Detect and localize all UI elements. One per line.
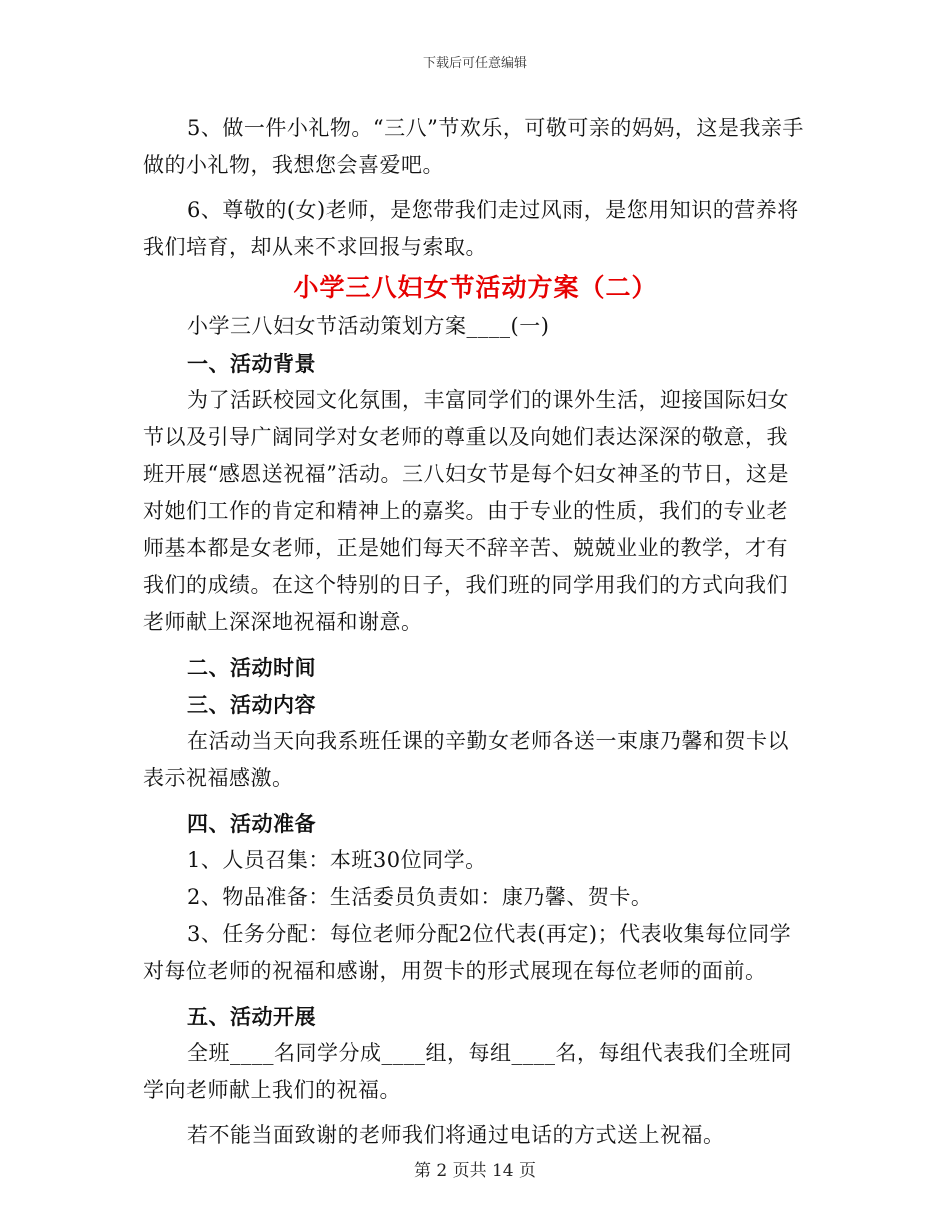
- paragraph-prep-3: 3、任务分配：每位老师分配2位代表(再定)；代表收集每位同学对每位老师的祝福和感谢，用贺卡的形式展现在每位老师的面前。: [143, 922, 792, 983]
- heading-preparation: 四、活动准备: [187, 811, 316, 836]
- heading-execution: 五、活动开展: [187, 1004, 316, 1029]
- paragraph-content: 在活动当天向我系班任课的辛勤女老师各送一束康乃馨和贺卡以表示祝福感激。: [143, 729, 789, 790]
- heading-background: 一、活动背景: [187, 351, 316, 376]
- paragraph-prep-2: 2、物品准备：生活委员负责如：康乃馨、贺卡。: [187, 885, 653, 909]
- paragraph-item-5: 5、做一件小礼物。“三八”节欢乐，可敬可亲的妈妈，这是我亲手做的小礼物，我想您会喜爱吧。: [143, 116, 804, 177]
- page-footer-number: 第 2 页共 14 页: [413, 1161, 537, 1181]
- heading-time: 二、活动时间: [187, 655, 316, 680]
- heading-content: 三、活动内容: [187, 692, 316, 717]
- paragraph-exec-2: 若不能当面致谢的老师我们将通过电话的方式送上祝福。: [187, 1123, 725, 1147]
- document-body: [143, 110, 808, 1154]
- paragraph-background: 为了活跃校园文化氛围，丰富同学们的课外生活，迎接国际妇女节以及引导广阔同学对女老师的尊重以及向她们表达深深的敬意，我班开展“感恩送祝福”活动。三八妇女节是每个妇女神圣的节日，这是对她们工作的肯定和精神上的嘉奖。由于专业的性质，我们的专业老师基本都是女老师，正是她们每天不辞辛苦、兢兢业业的教学，才有我们的成绩。在这个特别的日子，我们班的同学用我们的方式向我们老师献上深深地祝福和谢意。: [143, 388, 789, 634]
- paragraph-prep-1: 1、人员召集：本班30位同学。: [187, 848, 487, 872]
- subtitle: 小学三八妇女节活动策划方案____(一): [187, 314, 550, 338]
- section-title: 小学三八妇女节活动方案（二）: [293, 273, 658, 302]
- paragraph-item-6: 6、尊敬的(女)老师，是您带我们走过风雨，是您用知识的营养将我们培育，却从来不求回报与索取。: [143, 198, 799, 259]
- page-header-note: 下载后可任意编辑: [422, 56, 527, 71]
- paragraph-exec-1: 全班____名同学分成____组，每组____名，每组代表我们全班同学向老师献上我们的祝福。: [143, 1041, 792, 1102]
